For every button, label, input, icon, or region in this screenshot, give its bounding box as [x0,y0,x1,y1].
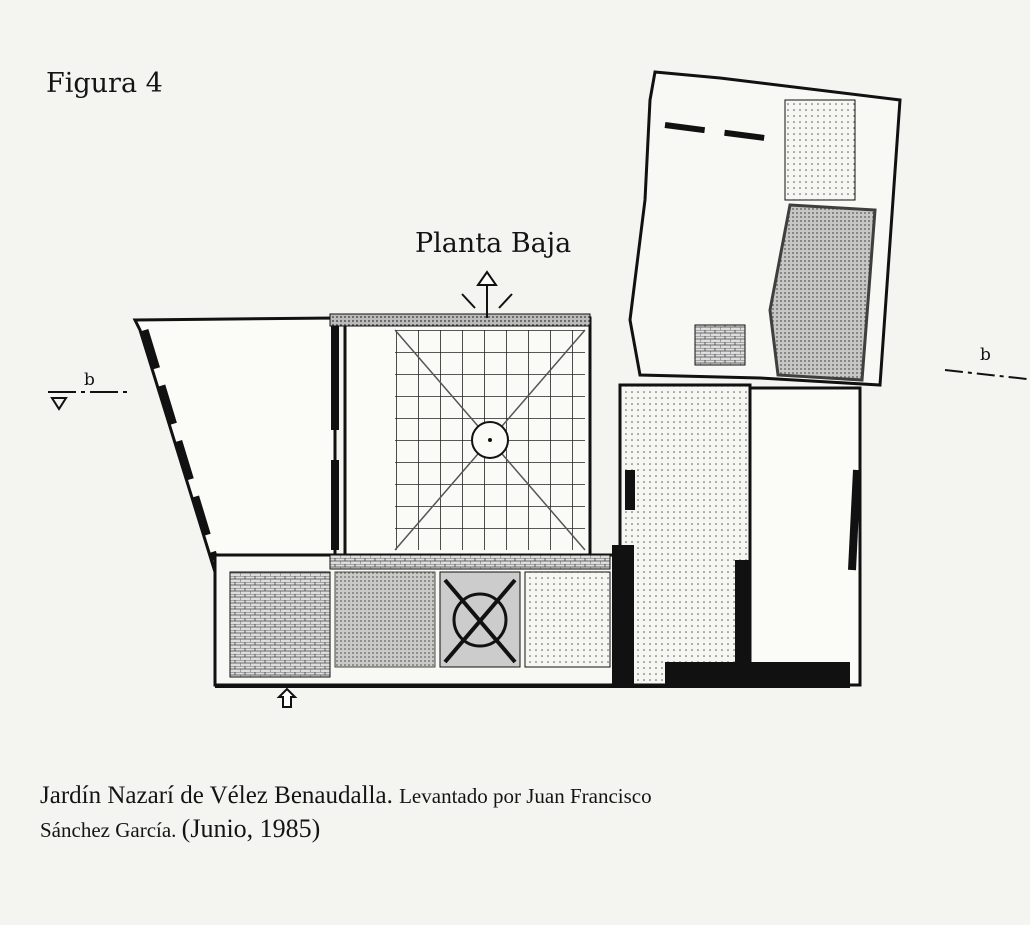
section-marker-right: b [980,345,991,365]
caption-line-2 [40,814,320,844]
caption-title: Jardín Nazarí de Vélez Benaudalla. [40,782,393,809]
section-marker-left: b [84,370,95,390]
right-wing-upper [630,72,900,385]
section-line-left [48,392,130,409]
entrance-arrow-icon [279,689,295,707]
north-arrow-icon [462,272,512,318]
caption-credit-2: Sánchez García. [40,818,177,842]
central-courtyard [330,314,590,555]
section-line-right [945,370,1027,379]
plan-title: Planta Baja [415,228,572,259]
caption-credit-1: Levantado por Juan Francisco [399,784,652,808]
left-room [135,318,335,572]
caption-line-1 [40,782,652,810]
right-wing-lower [612,385,860,686]
caption-date: (Junio, 1985) [181,814,321,843]
figure-label: Figura 4 [46,68,163,99]
